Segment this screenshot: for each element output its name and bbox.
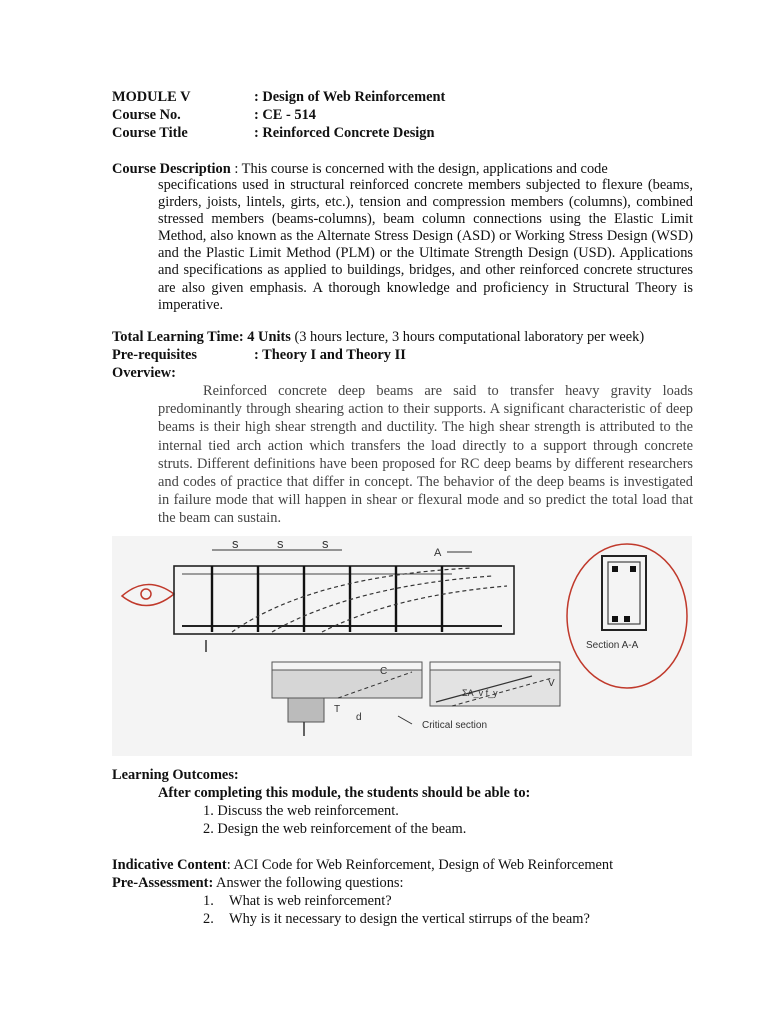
section-label: Section A-A	[586, 640, 639, 651]
beam-diagram	[112, 536, 692, 756]
spacing-label: s	[277, 536, 284, 551]
learning-time-row	[112, 328, 644, 346]
course-title-label: Course Title	[112, 125, 188, 141]
overview-text: Reinforced concrete deep beams are said to transfer heavy gravity loads predominantly through shearing action to their supports. A significant characteristic of deep beams is their high shear strength and ductility. The high shear strength is attributed to the internal tied arch action which transfers the load directly to a support through concrete struts. Different definitions have been proposed for RC deep beams by different researchers and codes of practice that differ in concept. The behavior of the deep beams is investigated in failure mode that will happen in shear or flexural mode and so predict the total load that the beam can sustain.	[158, 383, 693, 527]
module-row	[112, 88, 445, 106]
outcome-item: 1. Discuss the web reinforcement.	[203, 803, 399, 819]
course-no-row	[112, 106, 316, 124]
pre-assessment-item	[203, 892, 392, 910]
course-description-row	[112, 160, 608, 178]
tension-label: T	[334, 704, 341, 715]
outcomes-label: Learning Outcomes:	[112, 767, 239, 783]
spacing-label: s	[232, 536, 239, 551]
indicative-label: Indicative Content	[112, 857, 227, 873]
shear-label: V	[548, 678, 555, 689]
prerequisites-value: : Theory I and Theory II	[254, 347, 406, 363]
learning-time-note: (3 hours lecture, 3 hours computational laboratory per week)	[290, 329, 645, 345]
depth-label: d	[356, 712, 362, 723]
course-description-label: Course Description	[112, 161, 231, 177]
pre-assessment-item	[203, 910, 590, 928]
module-value: : Design of Web Reinforcement	[254, 89, 446, 105]
course-no-value: : CE - 514	[254, 107, 316, 123]
course-title-row	[112, 124, 435, 142]
overview-label: Overview:	[112, 365, 176, 381]
compression-label: C	[380, 666, 388, 677]
prerequisites-row	[112, 346, 406, 364]
outcomes-intro-row	[158, 784, 530, 802]
pre-assessment-question: What is web reinforcement?	[229, 893, 392, 909]
critical-section-label: Critical section	[422, 720, 488, 731]
pre-assessment-row	[112, 874, 404, 892]
pre-assessment-label: Pre-Assessment:	[112, 875, 214, 891]
pre-assessment-number: 1.	[203, 893, 214, 909]
outcome-item: 2. Design the web reinforcement of the beam.	[203, 821, 467, 837]
pre-assessment-number: 2.	[203, 911, 214, 927]
course-description-lead: : This course is concerned with the design, applications and code	[234, 161, 608, 177]
course-no-label: Course No.	[112, 107, 181, 123]
learning-time-label: Total Learning Time	[112, 329, 239, 345]
learning-time-value: : 4 Units	[238, 329, 291, 345]
indicative-row	[112, 856, 613, 874]
course-description-body: specifications used in structural reinforced concrete members subjected to flexure (beams, girders, joists, lintels, girts, etc.), tension and compression members (columns), combined stressed members (beams-columns), beam column connections using the Elastic Limit Method, also known as the Alternate Stress Design (ASD) or Working Stress Design (WSD) and the Plastic Limit Method (PLM) or the Ultimate Strength Design (USD). Applications and specifications as applied to buildings, bridges, and other reinforced concrete structures are also given emphasis. A thorough knowledge and proficiency in Structural Theory is imperative.	[158, 177, 693, 313]
stirrup-force-label: ΣA_v f_y	[462, 688, 498, 698]
outcomes-intro: After completing this module, the students should be able to:	[158, 785, 531, 801]
overview-label-row	[112, 364, 176, 382]
module-label: MODULE V	[112, 89, 191, 105]
spacing-label: s	[322, 536, 329, 551]
pre-assessment-value: Answer the following questions:	[213, 875, 404, 891]
prerequisites-label: Pre-requisites	[112, 347, 197, 363]
pre-assessment-question: Why is it necessary to design the vertical stirrups of the beam?	[229, 911, 590, 927]
course-title-value: : Reinforced Concrete Design	[254, 125, 435, 141]
web-reinforcement-figure	[112, 536, 692, 756]
section-cut-label: A	[434, 547, 442, 559]
outcomes-label-row	[112, 766, 239, 784]
indicative-value: : ACI Code for Web Reinforcement, Design of Web Reinforcement	[226, 857, 614, 873]
